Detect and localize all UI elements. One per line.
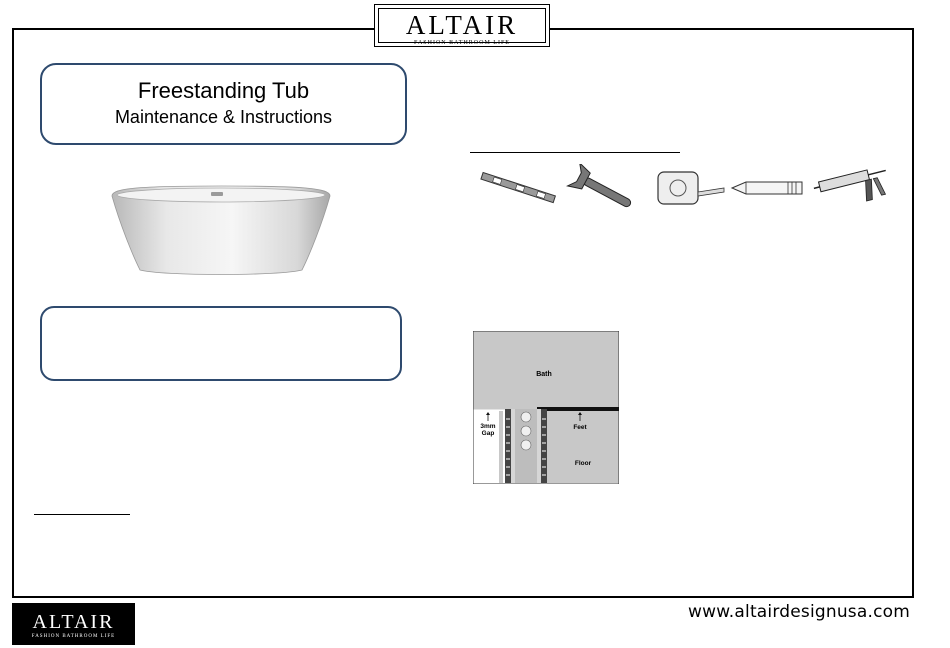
- document-subtitle: Maintenance & Instructions: [114, 107, 333, 127]
- footer-logo: [12, 603, 135, 645]
- divider-line: [470, 152, 680, 153]
- wrench-icon: [566, 164, 636, 214]
- spirit-level-icon: [478, 170, 558, 206]
- diagram-floor-label: Floor: [574, 460, 592, 467]
- document-title: Freestanding Tub: [137, 78, 310, 103]
- diagram-bath-label: Bath: [536, 371, 552, 378]
- footer-logo-tagline: FASHION BATHROOM LIFE: [31, 634, 116, 639]
- footer-logo-brand-name: ALTAIR: [32, 611, 115, 633]
- website-url[interactable]: www.altairdesignusa.com: [688, 602, 910, 622]
- gap-diagram: [473, 331, 619, 484]
- logo-brand-name: ALTAIR: [405, 10, 519, 40]
- logo-tagline: FASHION BATHROOM LIFE: [414, 40, 510, 46]
- diagram-gap-label-2: Gap: [481, 430, 495, 437]
- info-box: [40, 306, 402, 381]
- tape-measure-icon: [656, 168, 726, 208]
- caulking-gun-icon: [812, 164, 892, 210]
- diagram-gap-label-1: 3mm: [480, 423, 496, 430]
- title-box: [40, 63, 407, 145]
- header-logo: [374, 4, 550, 47]
- diagram-feet-label: Feet: [573, 424, 587, 431]
- pencil-icon: [730, 174, 806, 202]
- tools-row: [470, 164, 890, 214]
- divider-line-bottom: [34, 514, 130, 515]
- bathtub-image: [110, 184, 332, 278]
